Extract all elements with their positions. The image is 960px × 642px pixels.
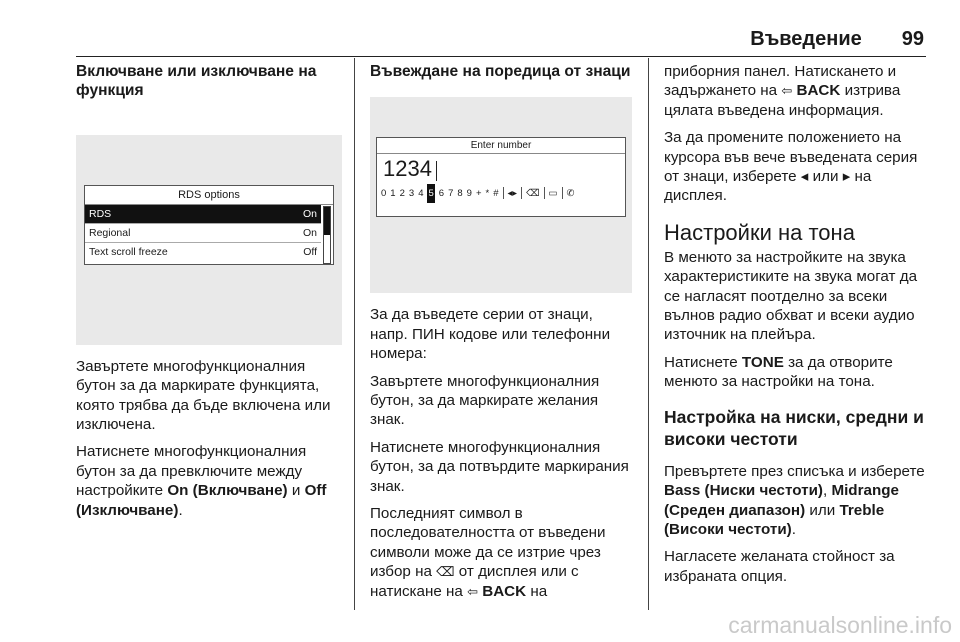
key: 6 <box>438 187 445 199</box>
paragraph: Натиснете многофункционалния бутон, за да потвърдите маркирания знак. <box>370 438 629 495</box>
bold-text: Off (Изключване) <box>76 482 327 519</box>
header-rule <box>76 56 926 57</box>
column-2 <box>370 62 632 601</box>
phone-icon: ✆ <box>566 187 575 199</box>
text: за да отворите менюто за настройки на тона. <box>664 353 893 391</box>
key: 4 <box>418 187 424 199</box>
entered-value <box>377 154 625 184</box>
rds-row <box>85 205 321 224</box>
section-heading-tone: Настройки на тона <box>664 219 855 245</box>
text: Натиснете многофункционалния бутон за да превключите между настройките <box>76 443 307 500</box>
paragraph <box>664 353 930 392</box>
paragraph: Завъртете многофункционалния бутон за да маркирате функцията, която трябва да бъде включена или изключена. <box>76 357 331 434</box>
key: 9 <box>466 187 472 199</box>
page-title: Въведение <box>750 28 862 50</box>
bold-text: TONE <box>741 353 784 371</box>
key: * <box>485 187 490 199</box>
text: изтрива цялата въведена информация. <box>664 82 901 119</box>
section-heading-toggle: Включване или изключване на функция <box>76 63 317 100</box>
regional-row-label: Regional <box>89 226 131 239</box>
bold-text: BACK <box>796 82 841 100</box>
text-cursor <box>436 161 437 181</box>
back-arrow-icon: ⇦ <box>781 83 793 99</box>
delete-icon: ⌫ <box>436 564 455 580</box>
column-divider-1 <box>354 58 355 610</box>
regional-row-value: On <box>302 226 317 239</box>
text: приборния панел. Натискането и задържането на <box>664 63 897 100</box>
paragraph <box>664 62 930 120</box>
key: 7 <box>448 187 454 199</box>
key: # <box>493 187 499 199</box>
key: 0 <box>381 187 387 199</box>
text: Последният символ в последователността от въведени символи може да се изтрие чрез избор на <box>370 505 606 581</box>
key: + <box>475 187 482 199</box>
text: от дисплея или с натискане на <box>370 563 579 600</box>
key-separator <box>562 187 563 199</box>
figure-enter-number <box>370 97 632 293</box>
cursor-move-icon: ◂▸ <box>507 187 518 199</box>
bold-text: On (Включване) <box>167 482 288 500</box>
paragraph: За да промените положението на курсора във вече въведената серия от знаци, изберете ◂ или ▸ на дисплея. <box>664 129 918 205</box>
text-scroll-row-value: Off <box>303 245 317 258</box>
rds-row-label: RDS <box>89 207 112 220</box>
enter-number-screen <box>376 137 626 217</box>
page-header <box>750 28 924 52</box>
key-separator <box>521 187 522 199</box>
column-1 <box>76 62 342 520</box>
rds-scrollbar-thumb <box>324 207 330 235</box>
text: . <box>178 501 183 519</box>
text-scroll-row-label: Text scroll freeze <box>89 245 168 258</box>
bold-text: BACK <box>482 582 527 600</box>
rds-options-screen <box>84 185 334 265</box>
key-strip <box>377 184 625 202</box>
text: на <box>530 582 548 600</box>
bold-text: Bass (Ниски честоти) <box>664 482 823 500</box>
rds-options-title: RDS options <box>85 186 333 205</box>
page-number: 99 <box>901 28 924 50</box>
text: . <box>791 520 796 538</box>
backspace-icon: ⌫ <box>526 187 540 199</box>
text: и <box>291 482 301 500</box>
key: 3 <box>408 187 415 199</box>
paragraph <box>76 442 342 520</box>
key: 1 <box>390 187 396 199</box>
paragraph: В менюто за настройките на звука характеристиките на звука могат да се нагласят поотделно за всеки вълнов радио обхват и всеки аудио източник на плейъра. <box>664 248 918 344</box>
bold-text: Treble (Високи честоти) <box>664 501 885 538</box>
back-arrow-icon: ⇦ <box>467 583 478 599</box>
key-separator <box>544 187 545 199</box>
text-scroll-row <box>85 243 321 262</box>
watermark: carmanualsonline.info <box>728 612 952 638</box>
section-heading-eq: Настройка на ниски, средни и високи честоти <box>664 406 924 449</box>
enter-number-title: Enter number <box>377 138 625 154</box>
key: 8 <box>457 187 463 199</box>
figure-rds-options <box>76 135 342 345</box>
rds-scrollbar <box>323 206 331 264</box>
key-selected: 5 <box>427 184 434 203</box>
paragraph: Превъртете през списъка и изберете Bass (Ниски честоти), Midrange (Среден диапазон) или Treble (Високи честоти). <box>664 462 925 538</box>
column-3 <box>664 62 930 586</box>
bold-text: Midrange (Среден диапазон) <box>664 482 899 519</box>
column-divider-2 <box>648 58 649 610</box>
contacts-icon: ▭ <box>548 187 558 199</box>
rds-row-value: On <box>302 207 317 220</box>
paragraph <box>370 504 632 601</box>
text: Превъртете през списъка и изберете <box>664 462 925 480</box>
paragraph: Завъртете многофункционалния бутон, за да маркирате желания знак. <box>370 372 600 429</box>
section-heading-input: Въвеждане на поредица от знаци <box>370 63 631 80</box>
key: 2 <box>399 187 405 199</box>
text: или <box>809 501 836 519</box>
regional-row <box>85 224 321 243</box>
paragraph: Нагласете желаната стойност за избраната опция. <box>664 548 895 585</box>
text: Натиснете <box>664 353 738 371</box>
key-separator <box>503 187 504 199</box>
paragraph: За да въведете серии от знаци, напр. ПИН кодове или телефонни номера: <box>370 306 611 363</box>
entered-digits: 1234 <box>383 156 432 182</box>
